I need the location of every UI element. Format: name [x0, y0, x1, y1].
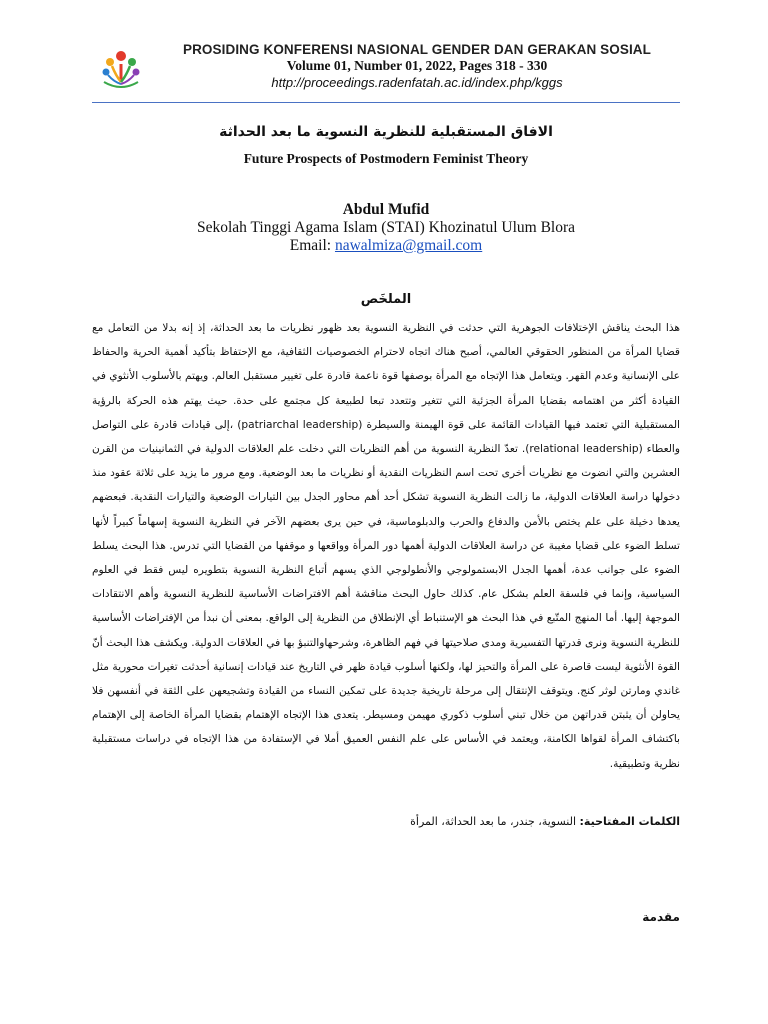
journal-header: [92, 40, 680, 103]
article-title-english: Future Prospects of Postmodern Feminist Theory: [243, 151, 529, 166]
email-label: Email:: [289, 237, 332, 254]
email-link[interactable]: nawalmiza@gmail.com: [334, 237, 483, 254]
author-name: Abdul Mufid: [342, 201, 430, 218]
author-affiliation: Sekolah Tinggi Agama Islam (STAI) Khozinatul Ulum Blora: [196, 219, 576, 236]
keywords-label: الكلمات المفتاحية:: [579, 815, 680, 828]
keywords-text: النسوية، جندر، ما بعد الحداثة، المرأة: [410, 815, 577, 828]
author-email-line: [92, 237, 680, 255]
article-title-arabic: الافاق المستقبلية للنظرية النسوية ما بعد الحداثة: [219, 124, 553, 140]
keywords-line: [92, 815, 680, 828]
journal-url[interactable]: http://proceedings.radenfatah.ac.id/index.php/kggs: [271, 75, 563, 90]
journal-logo-icon: [96, 42, 146, 92]
journal-title: PROSIDING KONFERENSI NASIONAL GENDER DAN GERAKAN SOSIAL: [182, 42, 652, 57]
abstract-body: هذا البحث يناقش الإختلافات الجوهرية التي حدثت في النظرية النسوية بعد ظهور نظريات ما بعد الحداثة، إذ إنه بدلا من التعامل مع قضايا المرأة من المنظور الحقوقي العالمي، أصبح هناك اتجاه لاحترام الخصوصيات الثقافية، مع الإحتفاظ بتأكيد أهمية الحرية والحفاظ على الإنسانية وعدم القهر. ويتعامل هذا الإتجاه مع المرأة بوصفها قوة ناعمة قادرة على تغيير مستقبل العالم. ويهتم بالأسلوب الأنثوي في القيادة أكثر من اهتمامه بقضايا المرأة الجزئية التي تتغير وتتعدد تبعا لطبيعة كل مجتمع على حدة. حيث يهتم هذه الحركة بالرؤية المستقبلية التي تعتمد فيها القيادات القائمة على قوة الهيمنة والسيطرة (patriarchal leadership) ،إلى قيادات قادرة على التواصل والعطاء (relational leadership). تعدّ النظرية النسوية من أهم النظريات التي دخلت علم العلاقات الدولية في الثمانينيات من القرن العشرين والتي انضوت مع نظريات أخرى تحت اسم النظريات النقدية أو نظريات ما بعد الوضعية. ومع مرور ما يزيد على ثلاثة عقود منذ دخولها دراسة العلاقات الدولية، ما زالت النظرية النسوية تشكل أحد أهم محاور الجدل بين التيارات الوضعية والتيارات النقدية. فبعضهم يعدها دخيلة على علم يختص بالأمن والدفاع والحرب والدبلوماسية، في حين يرى بعضهم الآخر في النظرية النسوية إسهاماً كبيراً لأنها تسلط الضوء على قضايا مغيبة عن دراسة العلاقات الدولية أهمها دور المرأة وواقعها و موقفها من القضايا التي تدرس. هذا البحث يسلط الضوء على جوانب عدة، أهمها الجدل الابستمولوجي والأنطولوجي الذي يسهم أتباع النظرية النسوية بتطويره ليس فقط في العلوم السياسية، وإنما في فلسفة العلم بشكل عام. كذلك حاول البحث مناقشة أهم الافتراضات الأساسية للنظرية النسوية وأهم الانتقادات الموجهة إليها. أما المنهج المتّبع في هذا البحث هو الإستنباط أي الإنطلاق من النظرية إلى الواقع. بمعنى أن نبدأ من الإفتراضات الأساسية للنظرية النسوية ونرى قدرتها التفسيرية ومدى صلاحيتها في فهم الظاهرة، وشرحهاوالتنبؤ بها في العلاقات الدولية. ويكشف هذا البحث أنّ القوة الأنثوية ليست قاصرة على المرأة والتحيز لها، ولكنها أسلوب قيادة ظهر في التاريخ عند قيادات إنسانية أحدثت تغيرات محورية مثل غاندي ومارتن لوثر كنج. ويتوقف الإنتقال إلى مرحلة تاريخية جديدة على تمكين النساء من القيادة وتشجيعهن على الثقة في أنفسهن فلا يحاولن أن يثبتن قدراتهن من خلال تبني أسلوب ذكوري مهيمن ومسيطر. يتعدى هذا الإتجاه الإهتمام بقضايا المرأة الخاصة إلى الإهتمام باكتشاف المرأة لقواها الكامنة، ويعتمد في الأساس على علم النفس العميق أملا في الإستفادة من هذا الإتجاه في دراسات مستقبلية نظرية وتطبيقية.: [92, 322, 680, 770]
abstract-heading: الملخَص: [360, 292, 412, 307]
journal-volume: Volume 01, Number 01, 2022, Pages 318 - 330: [286, 58, 548, 73]
introduction-heading: مقدمة: [642, 910, 680, 924]
